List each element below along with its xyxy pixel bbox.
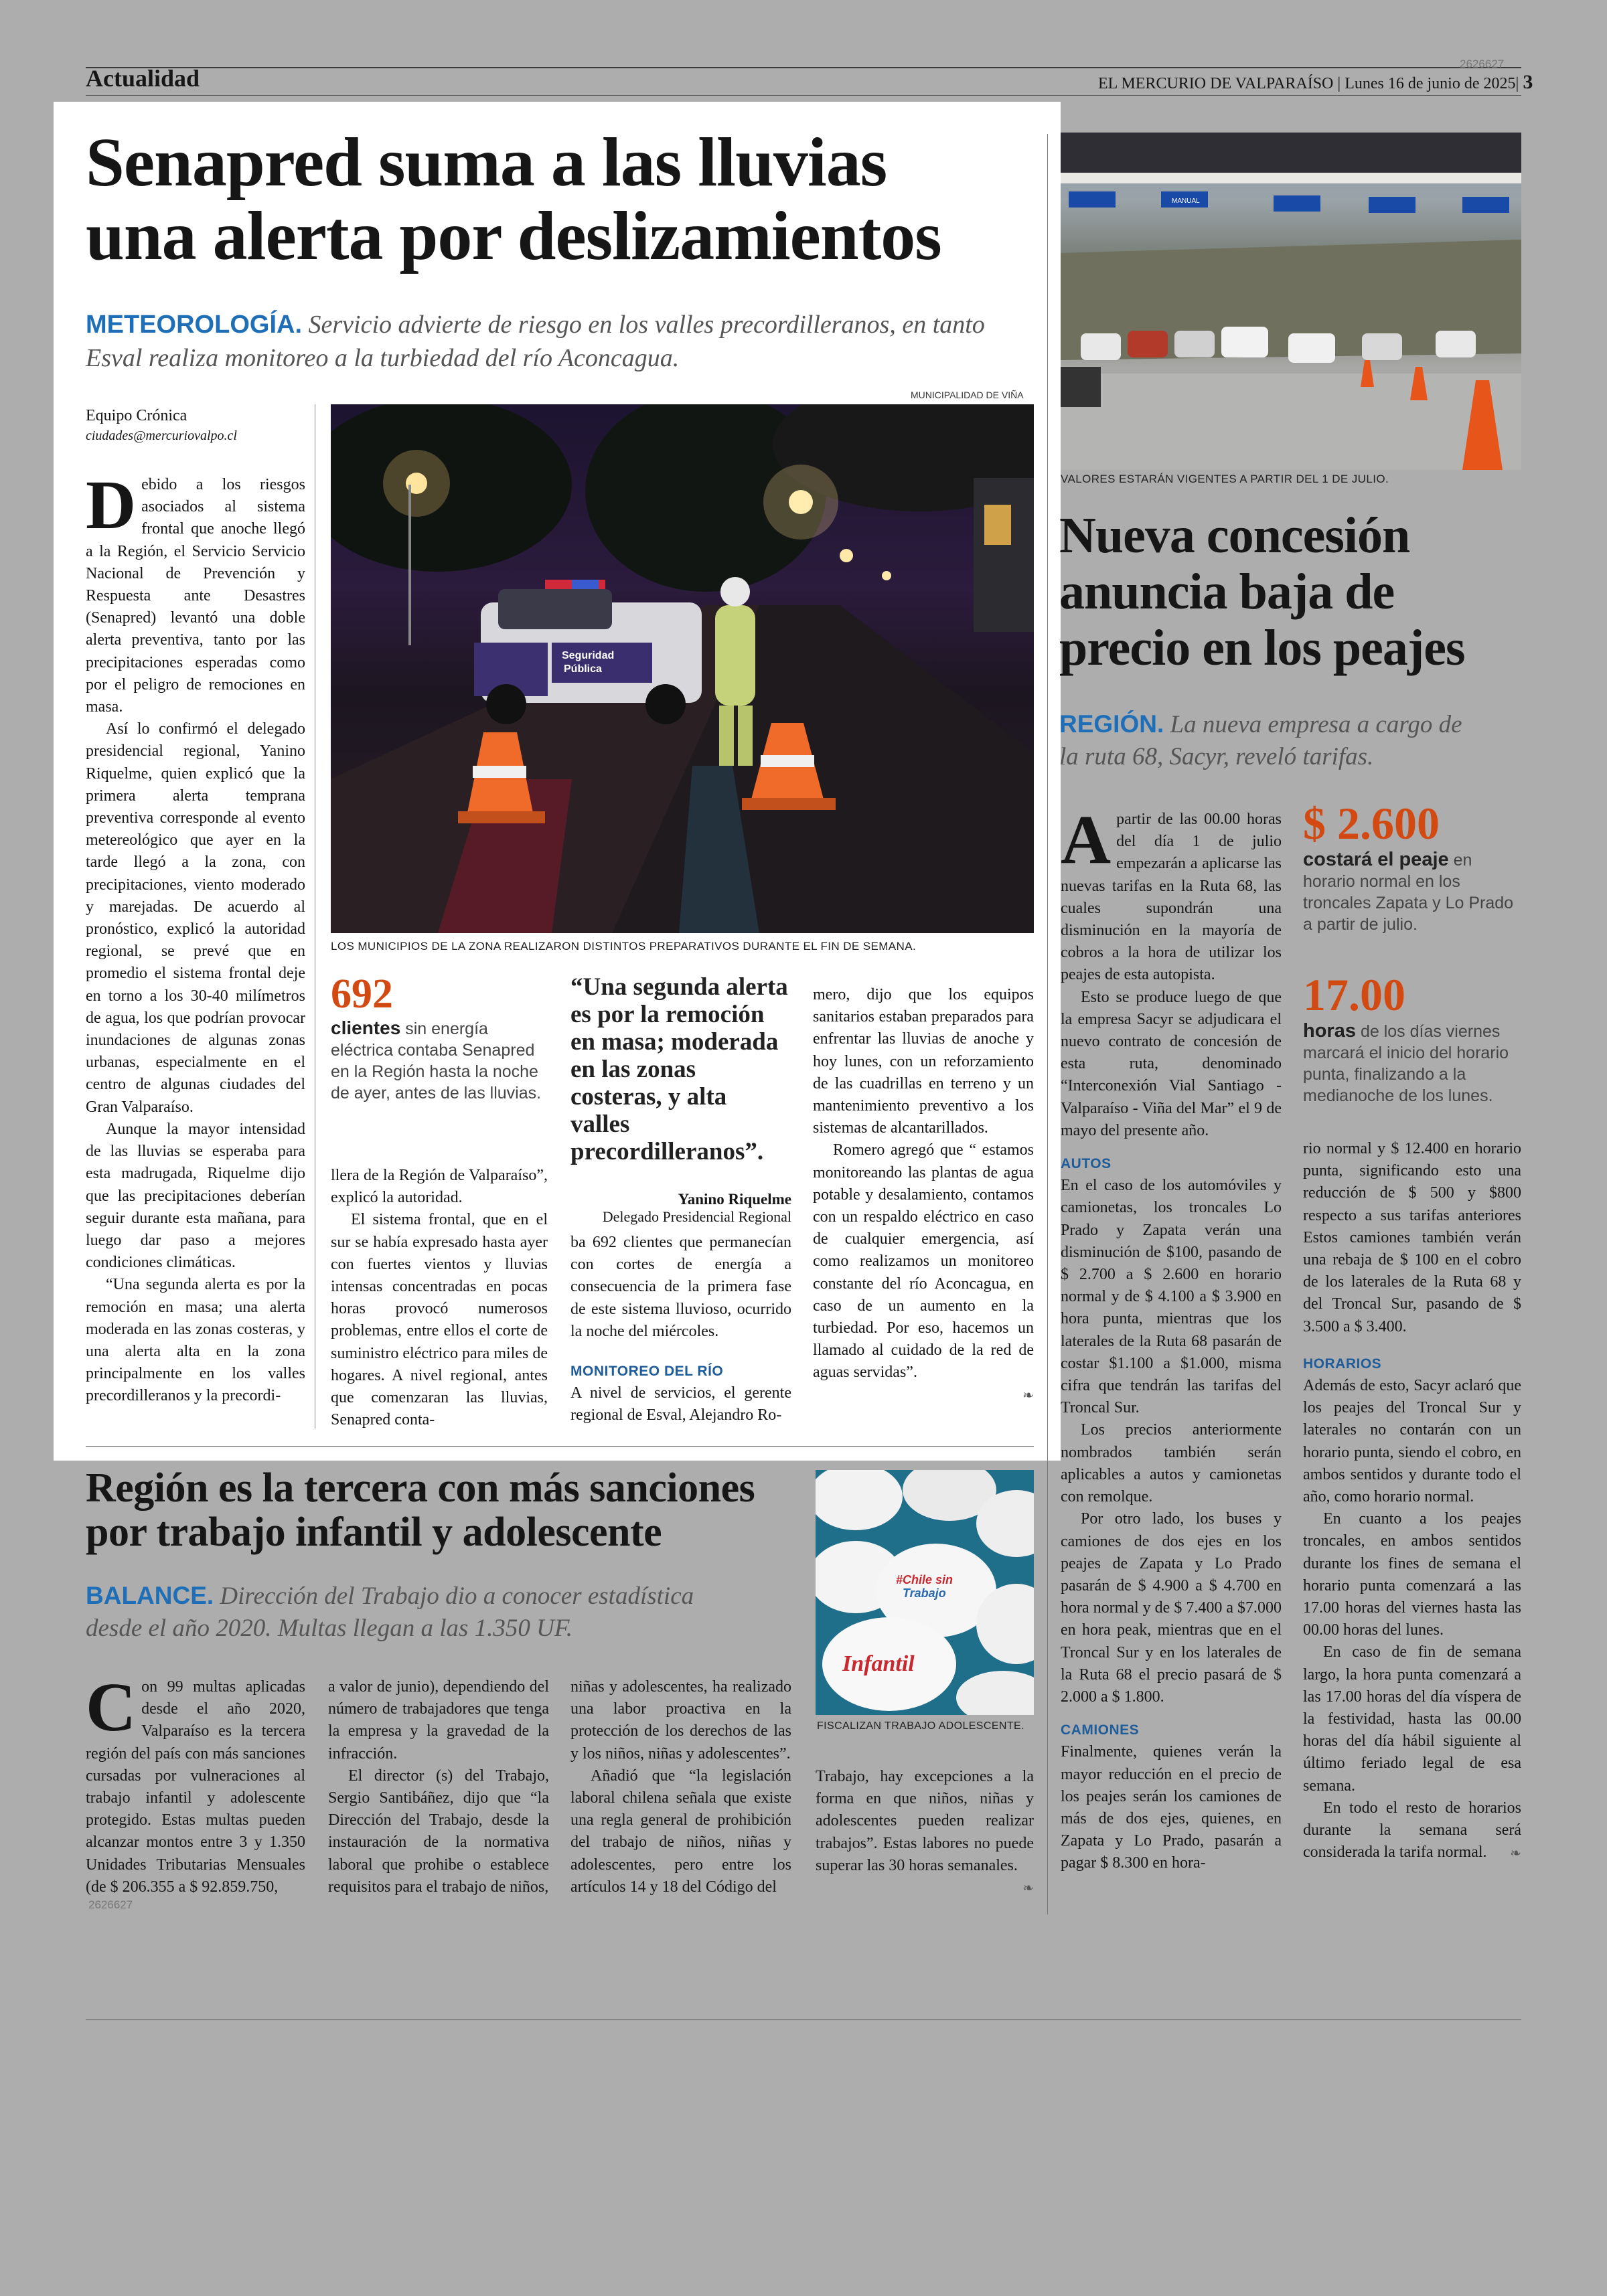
page-number: 3 <box>1523 71 1533 93</box>
main-col4: mero, dijo que los equipos sanitarios estaban preparados para enfrentar las lluvias de anoche y hoy lunes, con un reforzamiento de las cuadrillas en terreno y un mantenimiento preventivo a los sistemas de alcantarillados. Romero agregó que “ estamos monitoreando las plantas de agua potable y desalamiento, contamos con un respaldo eléctrico en caso de cualquier emergencia, así como realizamos un monitoreo constante del río Aconcagua, en caso de un aumento en la turbiedad. Por eso, hacemos un llamado al cuidado de la red de aguas servidas”. ❧ <box>813 984 1034 1406</box>
subhead-monitoreo: MONITOREO DEL RÍO <box>570 1364 724 1380</box>
campaign-badges <box>816 1470 1034 1715</box>
main-bottom-rule <box>86 1446 1034 1447</box>
fact1-text: en horario normal en los troncales Zapata y Lo Prado a partir de julio. <box>1303 851 1514 934</box>
bottom-col1: Con 99 multas aplicadas desde el año 2020, Valparaíso es la tercera región del país con más sanciones cursadas por vulneraciones al trabajo infantil y adolescente protegido. Estas multas pueden alcanzar montos entre 3 y 1.350 Unidades Tributarias Mensuales (de $ 206.355 a $ 92.859.750, <box>86 1669 305 1896</box>
end-mark-right: ❧ <box>1510 1844 1521 1861</box>
bottom-col2: a valor de junio), dependiendo del número de trabajadores que tenga la empresa y la gravedad de la infracción. El director (s) del Trabajo, Sergio Santibáñez, dijo que “la Dirección del Trabajo, desde la instauración de la normativa laboral que prohibe o establece requisitos para el trabajo de niños, <box>328 1678 549 1896</box>
vehicle-label-1: Seguridad <box>562 650 615 661</box>
fact2-text: de los días viernes marcará el inicio del horario punta, finalizando a la medianoche de los lunes. <box>1303 1022 1509 1105</box>
end-mark-bottom: ❧ <box>1022 1880 1034 1896</box>
main-col1: Debido a los riesgos asociados al sistema frontal que anoche llegó a la Región, el Servicio Servicio Nacional de Prevención y Respuesta ante Desastres (Senapred) levantó una doble alerta preventiva, tanto por las precipitaciones esperadas como por el peligro de remociones en masa. Así lo confirmó el delegado presidencial regional, Yanino Riquelme, quien explicó que la primera alerta temprana preventiva corresponde al evento metereológico que ayer en la tarde llegó a la zona, con precipitaciones, viento moderado y marejadas. De acuerdo al pronóstico, explicó la autoridad regional, se prevé que en promedio el sistema frontal deje en torno a los 30-40 milímetros de agua, los que podrían provocar inundaciones de algunas zonas urbanas, especialmente en el centro de algunas ciudades del Gran Valparaíso. Aunque la mayor intensidad de las lluvias se esperaba para esta madrugada, Riquelme dijo que las precipitaciones deberían seguir durante esta mañana, para luego dar paso a mejores condiciones climáticas. “Una segunda alerta es por la remoción en masa; una alerta moderada en las zonas costeras, y una alerta alta en la zona principalmente en los valles precordilleranos y la precordi- <box>86 467 305 1405</box>
fact-text: sin energía eléctrica contaba Senapred en la Región hasta la noche de ayer, antes de las lluvias. <box>331 1019 542 1102</box>
masthead-line: EL MERCURIO DE VALPARAÍSO | Lunes 16 de junio de 2025| 3 <box>1098 71 1533 93</box>
main-photo-caption: LOS MUNICIPIOS DE LA ZONA REALIZARON DISTINTOS PREPARATIVOS DURANTE EL FIN DE SEMANA. <box>331 940 917 953</box>
right-divider <box>1047 134 1048 1914</box>
fact-box-clients <box>331 971 548 1104</box>
page-bottom-rule <box>86 2019 1521 2020</box>
right-lede: REGIÓN. La nueva empresa a cargo de la ruta 68, Sacyr, reveló tarifas. <box>1059 710 1462 770</box>
main-photo <box>331 404 1034 933</box>
fact-label: clientes <box>331 1017 401 1038</box>
pull-quote <box>570 973 791 1226</box>
booth-sign: MANUAL <box>1172 197 1200 205</box>
subhead-horarios: HORARIOS <box>1303 1356 1382 1372</box>
fact-box-toll <box>1303 798 1521 935</box>
right-col2: rio normal y $ 12.400 en horario punta, significando esto una reducción de $ 500 y $800 respecto a sus tarifas anteriores Estos camiones también verán una rebaja de $ 100 en el cobro de los laterales de la Ruta 68 y del Troncal Sur, pasando de $ 3.500 a $ 3.400. HORARIOS Además de esto, Sacyr aclaró que los peajes del Troncal Sur y laterales no contarán con un horario punta, siendo el cobro, en ambos sentidos y durante todo el año, como horario normal. En cuanto a los peajes troncales, en ambos sentidos durante los fines de semana el horario punta comenzará a las 17.00 horas del viernes hasta las 00.00 horas del lunes. En caso de fin de semana largo, la hora punta comenzará a las 17.00 horas del día víspera de la festividad, hasta las 00.00 horas del día hábil siguiente al último feriado legal de esa semana. En todo el resto de horarios durante la semana será considerada la tarifa normal. ❧ <box>1303 1138 1521 1864</box>
bottom-kicker: BALANCE. <box>86 1582 214 1609</box>
fact1-label: costará el peaje <box>1303 849 1449 870</box>
right-kicker: REGIÓN. <box>1059 710 1164 738</box>
quote-role: Delegado Presidencial Regional <box>602 1208 791 1225</box>
bottom-col3: niñas y adolescentes, ha realizado una labor proactiva en la protección de los derechos de las y los niños, niñas y adolescentes”. Añadió que “la legislación laboral chilena señala que existe una regla general de prohibición del trabajo de niños, niñas y adolescentes, pero entre los artículos 14 y 18 del Código del <box>570 1678 791 1896</box>
photo-credit: MUNICIPALIDAD DE VIÑA <box>911 390 1024 400</box>
bottom-headline: Región es la tercera con más sanciones por trabajo infantil y adolescente <box>86 1465 755 1555</box>
main-dropcap: D <box>86 467 137 544</box>
byline-email: ciudades@mercuriovalpo.cl <box>86 428 237 443</box>
right-dropcap: A <box>1061 801 1112 878</box>
quote-name: Yanino Riquelme <box>678 1191 791 1208</box>
main-kicker: METEOROLOGÍA. <box>86 311 302 339</box>
right-headline: Nueva concesión anuncia baja de precio en los peajes <box>1059 507 1465 676</box>
fact-number: 692 <box>331 971 393 1017</box>
bottom-code: 2626627 <box>88 1898 133 1911</box>
header-bottom-rule <box>86 95 1521 96</box>
fact-box-hours <box>1303 969 1521 1106</box>
badges-caption: FISCALIZAN TRABAJO ADOLESCENTE. <box>817 1720 1024 1732</box>
paper-name: EL MERCURIO DE VALPARAÍSO <box>1098 75 1334 92</box>
subhead-autos: AUTOS <box>1061 1156 1112 1172</box>
vehicle-label-2: Pública <box>564 663 602 675</box>
toll-booths <box>1061 133 1521 470</box>
end-mark: ❧ <box>1022 1386 1034 1403</box>
main-headline: Senapred suma a las lluvias una alerta por deslizamientos <box>86 124 941 274</box>
quote-text: “Una segunda alerta es por la remoción en masa; moderada en las zonas costeras, y alta valles precordilleranos”. <box>570 973 788 1165</box>
date: Lunes 16 de junio de 2025 <box>1345 75 1516 92</box>
fact2-label: horas <box>1303 1020 1356 1042</box>
subhead-camiones: CAMIONES <box>1061 1722 1140 1738</box>
section-label: Actualidad <box>86 65 200 92</box>
fact2-number: 17.00 <box>1303 969 1405 1020</box>
header-top-rule <box>86 67 1521 68</box>
right-col1: Apartir de las 00.00 horas del día 1 de julio empezarán a aplicarse las nuevas tarifas en la Ruta 68, las cuales supondrán una disminución en la mayoría de cobros a la hora de utilizar los peajes de esta autopista. Esto se produce luego de que la empresa Sacyr se adjudicara el nuevo contrato de concesión de esta ruta, denominado “Interconexión Vial Santiago - Valparaíso - Viña del Mar” el 9 de mayo del presente año. AUTOS En el caso de los automóviles y camionetas, los troncales Lo Prado y Zapata verán una disminución de $100, pasando de $ 2.700 a $ 2.600 en horario normal y de $ 4.100 a $ 3.900 en hora punta, mientras que los laterales de la Ruta 68 pasarán de costar $1.100 a $1.000, misma cifra que tendrán las tarifas del Troncal Sur. Los precios anteriormente nombrados también serán aplicables a autos y camionetas con remolque. Por otro lado, los buses y camiones de dos ejes en los peajes de Zapata y Lo Prado pasarán de $ 4.900 a $ 4.700 en hora normal y de $ 7.400 a $7.000 en hora peak, mientras que en el Troncal Sur y en los laterales de la Ruta 68 el precio pasará de $ 2.000 a $ 1.800. CAMIONES Finalmente, quienes verán la mayor reducción en el precio de los peajes serán los camiones de más de dos ejes, quienes, en Zapata y Lo Prado, pasarán a pagar $ 8.300 en hora- <box>1061 801 1282 1872</box>
fact1-number: $ 2.600 <box>1303 798 1440 849</box>
badge-label-3: Infantil <box>842 1651 915 1676</box>
bottom-lede: BALANCE. Dirección del Trabajo dio a conocer estadística desde el año 2020. Multas llegan a las 1.350 UF. <box>86 1582 694 1642</box>
main-col2: llera de la Región de Valparaíso”, explicó la autoridad. El sistema frontal, que en el sur se había expresado hasta ayer con fuertes vientos y lluvias intensas concentradas en pocas horas provocó numerosos problemas, entre ellos el corte de suministro eléctrico para miles de hogares. A nivel regional, antes que comenzaran las lluvias, Senapred conta- <box>331 1167 548 1429</box>
bottom-dropcap: C <box>86 1669 137 1746</box>
bottom-col4: Trabajo, hay excepciones a la forma en que niños, niñas y adolescentes pueden realizar trabajos”. Estas labores no puede superar las 30 horas semanales. ❧ <box>816 1766 1034 1899</box>
night-street-scene <box>331 404 1034 933</box>
main-col3: ba 692 clientes que permanecían con cortes de energía a consecuencia de la primera fase de este sistema lluvioso, ocurrido la noche del miércoles. MONITOREO DEL RÍO A nivel de servicios, el gerente regional de Esval, Alejandro Ro- <box>570 1234 791 1424</box>
byline: Equipo Crónica <box>86 407 187 424</box>
toll-photo-caption: VALORES ESTARÁN VIGENTES A PARTIR DEL 1 DE JULIO. <box>1061 473 1389 485</box>
top-code: 2626627 <box>1460 58 1505 70</box>
badge-label-1: #Chile sin <box>896 1573 953 1586</box>
main-lede: METEOROLOGÍA. Servicio advierte de riesgo en los valles precordilleranos, en tanto Esval realiza monitoreo a la turbiedad del río Aconcagua. <box>86 311 985 372</box>
toll-photo <box>1061 133 1521 470</box>
badges-photo <box>816 1470 1034 1715</box>
badge-label-2: Trabajo <box>903 1586 946 1600</box>
